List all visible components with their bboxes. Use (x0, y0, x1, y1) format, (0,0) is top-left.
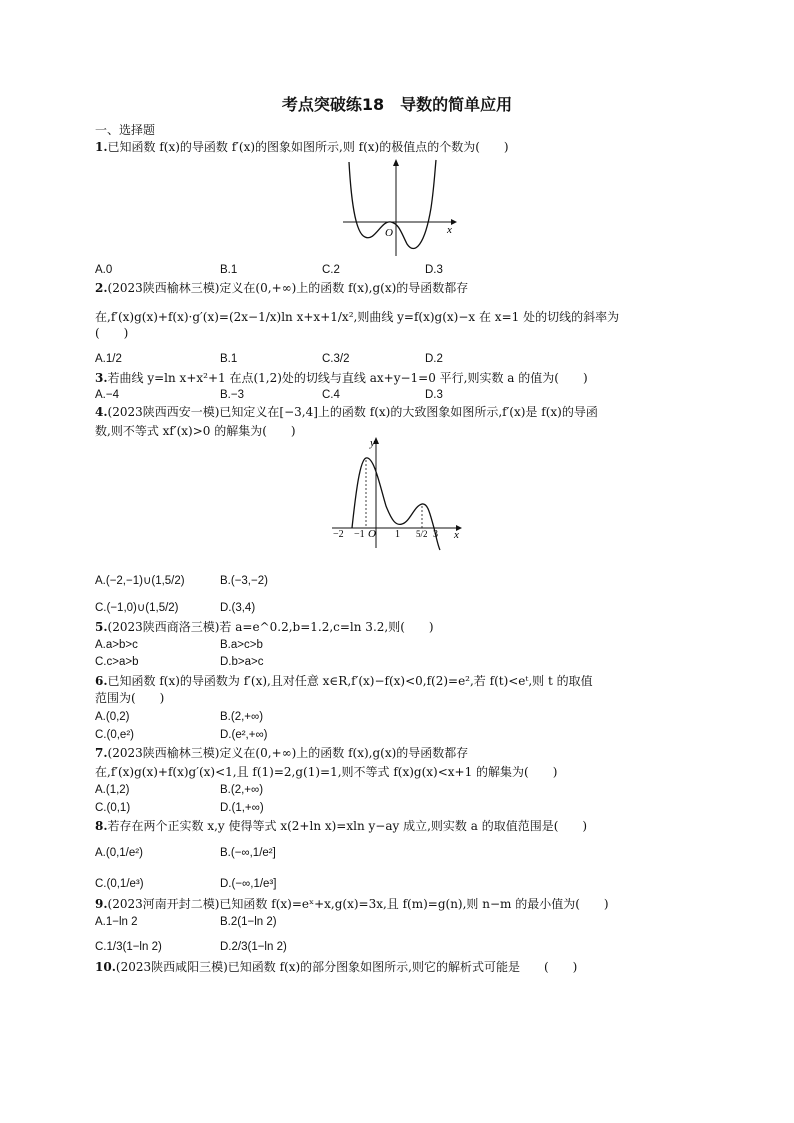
q5-option-c[interactable]: C.c>a>b (95, 656, 139, 668)
q6-option-a[interactable]: A.(0,2) (95, 711, 130, 723)
q8-option-a[interactable]: A.(0,1/e²) (95, 847, 143, 859)
q1-option-d[interactable]: D.3 (425, 264, 443, 276)
q1-option-a[interactable]: A.0 (95, 264, 113, 276)
question-2-line1: 2.(2023陕西榆林三模)定义在(0,+∞)上的函数 f(x),g(x)的导函数都存 (95, 281, 469, 295)
question-2-line2: 在,f′(x)g(x)+f(x)·g′(x)=(2x−1/x)ln x+x+1/x²,则曲线 y=f(x)g(x)−x 在 x=1 处的切线的斜率为 (95, 310, 620, 324)
q4-option-a[interactable]: A.(−2,−1)∪(1,5/2) (95, 575, 185, 587)
q7-option-b[interactable]: B.(2,+∞) (220, 784, 264, 796)
q4-function-graph (330, 436, 470, 551)
q3-option-d[interactable]: D.3 (425, 389, 443, 401)
q8-option-c[interactable]: C.(0,1/e³) (95, 878, 144, 890)
q1-option-c[interactable]: C.2 (322, 264, 340, 276)
q6-option-c[interactable]: C.(0,e²) (95, 729, 134, 741)
q3-option-c[interactable]: C.4 (322, 389, 340, 401)
q9-option-a[interactable]: A.1−ln 2 (95, 916, 138, 928)
q9-option-c[interactable]: C.1/3(1−ln 2) (95, 941, 162, 953)
q1-derivative-graph (335, 158, 460, 258)
q7-option-c[interactable]: C.(0,1) (95, 802, 131, 814)
q4-y-axis-label: y (370, 437, 375, 449)
question-3-stem: 3.若曲线 y=ln x+x²+1 在点(1,2)处的切线与直线 ax+y−1=0 平行,则实数 a 的值为( ) (95, 371, 588, 385)
q8-option-b[interactable]: B.(−∞,1/e²] (220, 847, 276, 859)
question-6-line1: 6.已知函数 f(x)的导函数为 f′(x),且对任意 x∈R,f′(x)−f(x)<0,f(2)=e²,若 f(t)<eᵗ,则 t 的取值 (95, 674, 593, 688)
q4-option-c[interactable]: C.(−1,0)∪(1,5/2) (95, 602, 179, 614)
q1-option-b[interactable]: B.1 (220, 264, 238, 276)
q5-option-b[interactable]: B.a>c>b (220, 639, 263, 651)
q6-option-b[interactable]: B.(2,+∞) (220, 711, 264, 723)
question-4-line2: 数,则不等式 xf′(x)>0 的解集为( ) (95, 424, 296, 438)
q2-option-a[interactable]: A.1/2 (95, 353, 122, 365)
question-10-stem: 10.(2023陕西咸阳三模)已知函数 f(x)的部分图象如图所示,则它的解析式可能是 ( ) (95, 960, 578, 974)
q3-option-a[interactable]: A.−4 (95, 389, 119, 401)
q4-tick-3: 3 (433, 529, 438, 540)
q8-option-d[interactable]: D.(−∞,1/e³] (220, 878, 277, 890)
question-8-stem: 8.若存在两个正实数 x,y 使得等式 x(2+ln x)=xln y−ay 成立,则实数 a 的取值范围是( ) (95, 819, 588, 833)
q5-option-a[interactable]: A.a>b>c (95, 639, 138, 651)
page-title: 考点突破练18 导数的简单应用 (281, 95, 513, 114)
q7-option-a[interactable]: A.(1,2) (95, 784, 130, 796)
q6-option-d[interactable]: D.(e²,+∞) (220, 729, 268, 741)
q7-option-d[interactable]: D.(1,+∞) (220, 802, 264, 814)
question-4-line1: 4.(2023陕西西安一模)已知定义在[−3,4]上的函数 f(x)的大致图象如图所示,f′(x)是 f(x)的导函 (95, 405, 598, 419)
q2-option-c[interactable]: C.3/2 (322, 353, 350, 365)
q9-option-b[interactable]: B.2(1−ln 2) (220, 916, 277, 928)
question-9-stem: 9.(2023河南开封二模)已知函数 f(x)=eˣ+x,g(x)=3x,且 f(m)=g(n),则 n−m 的最小值为( ) (95, 897, 609, 911)
question-2-line3: ( ) (95, 326, 129, 340)
question-7-line1: 7.(2023陕西榆林三模)定义在(0,+∞)上的函数 f(x),g(x)的导函数都存 (95, 746, 469, 760)
q4-option-d[interactable]: D.(3,4) (220, 602, 256, 614)
q4-tick-1: 1 (395, 529, 400, 540)
question-7-line2: 在,f′(x)g(x)+f(x)g′(x)<1,且 f(1)=2,g(1)=1,则不等式 f(x)g(x)<x+1 的解集为( ) (95, 765, 558, 779)
q5-option-d[interactable]: D.b>a>c (220, 656, 264, 668)
q4-option-b[interactable]: B.(−3,−2) (220, 575, 268, 587)
q9-option-d[interactable]: D.2/3(1−ln 2) (220, 941, 287, 953)
q4-x-axis-label: x (454, 529, 459, 541)
q4-tick-5-2: 5/2 (416, 529, 428, 539)
question-6-line2: 范围为( ) (95, 691, 165, 705)
q4-tick-neg2: −2 (333, 529, 344, 540)
question-5-stem: 5.(2023陕西商洛三模)若 a=e^0.2,b=1.2,c=ln 3.2,则( ) (95, 620, 434, 634)
q4-tick-neg1: −1 (354, 529, 365, 540)
q2-option-d[interactable]: D.2 (425, 353, 443, 365)
q2-option-b[interactable]: B.1 (220, 353, 238, 365)
q4-origin-label: O (368, 528, 376, 540)
question-1-stem: 1.已知函数 f(x)的导函数 f′(x)的图象如图所示,则 f(x)的极值点的个数为( ) (95, 140, 509, 154)
section-heading: 一、选择题 (95, 123, 156, 137)
q3-option-b[interactable]: B.−3 (220, 389, 244, 401)
q1-x-axis-label: x (447, 224, 452, 236)
q1-origin-label: O (385, 227, 393, 239)
